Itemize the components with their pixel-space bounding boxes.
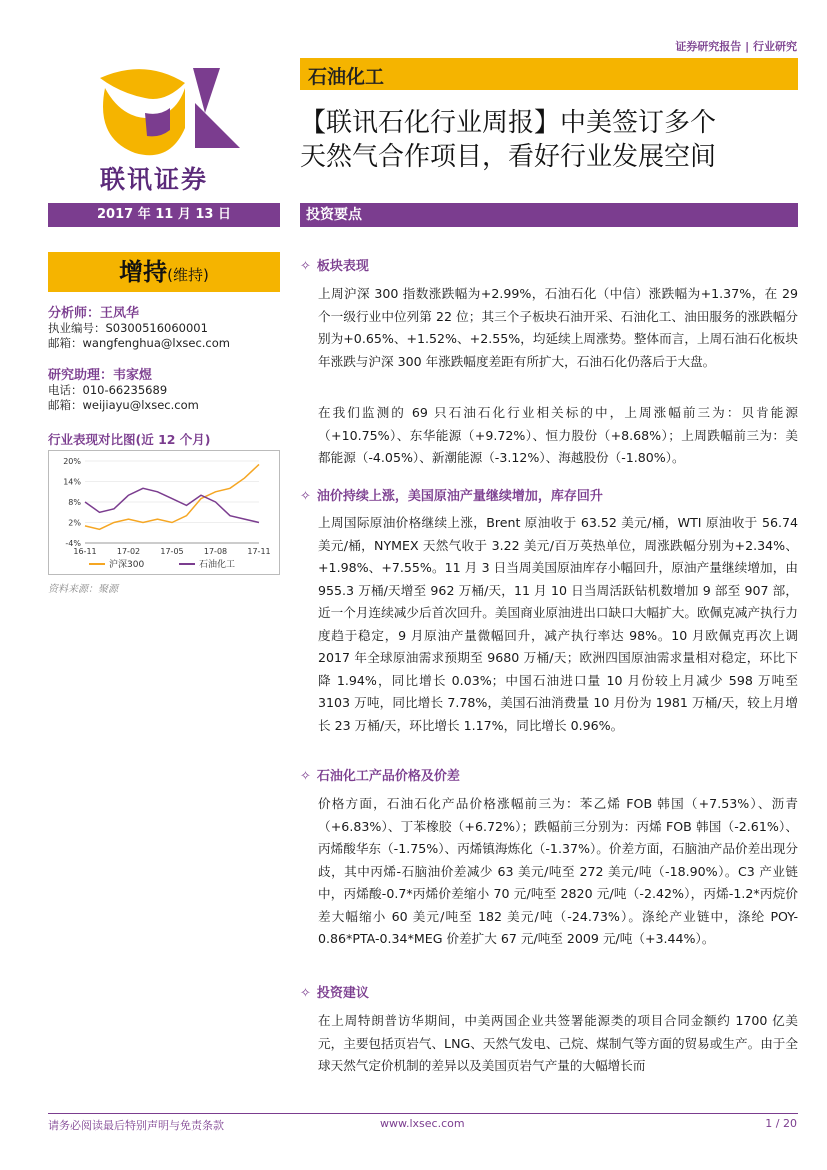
x-tick-label: 17-02: [116, 547, 141, 556]
assistant-phone: 电话：010-66235689: [48, 383, 168, 397]
assistant-block: [48, 368, 288, 413]
chart-source: 资料来源：聚源: [48, 584, 118, 595]
diamond-icon: ✧: [300, 259, 311, 274]
series-line-1: [85, 464, 259, 529]
rating-main: 增持: [119, 258, 168, 286]
section-paragraph: 上周国际原油价格继续上涨，Brent 原油收于 63.52 美元/桶，WTI 原油收于 56.74 美元/桶，NYMEX 天然气收于 3.22 美元/百万英热单位，周涨跌幅分别为+2.34%、+1.98%、+7.55%。11 月 3 日当周美国原油库存小幅回升，原油产量继续增加，由 955.3 万桶/天增至 962 万桶/天，11 月 10 日当周活跃钻机数增加 9 部至 907 部，近一个月连续减少后首次回升。美国商业原油进出口缺口大幅扩大。欧佩克减产执行力度趋于稳定，9 月原油产量微幅回升，减产执行率达 98%。10 月欧佩克再次上调 2017 年全球原油需求预期至 9680 万桶/天；欧洲四国原油需求量相对稳定，环比下降 1.94%，同比增长 0.03%；中国石油进口量 10 月份较上月减少 598 万吨至 3103 万吨，同比增长 7.78%，美国石油消费量 10 月份为 1981 万桶/天，较上月增长 23 万桶/天，环比增长 1.17%，同比增长 0.96%。: [318, 515, 798, 733]
performance-chart-frame: [48, 450, 280, 575]
section-paragraph: 上周沪深 300 指数涨跌幅为+2.99%，石油石化（中信）涨跌幅为+1.37%，在 29 个一级行业中位列第 22 位；其三个子板块石油开采、石油化工、油田服务的涨跌幅分别为+0.65%、+1.52%、+2.55%，均延续上周涨势。整体而言，上周石油石化板块年涨跌与沪深 300 年涨跌幅度差距有所扩大，石油石化仍落后于大盘。: [318, 286, 798, 369]
x-tick-label: 17-08: [203, 547, 228, 556]
x-tick-label: 17-05: [160, 547, 184, 556]
section-heading: ✧ 板块表现: [300, 259, 369, 274]
y-tick-label: 8%: [68, 498, 81, 507]
page-number: 1 / 20: [765, 1117, 797, 1130]
y-tick-label: 14%: [63, 477, 81, 487]
performance-chart: [49, 451, 279, 574]
y-tick-label: 20%: [63, 457, 81, 466]
diamond-icon: ✧: [300, 769, 311, 784]
section-paragraph: 在上周特朗普访华期间，中美两国企业共签署能源类的项目合同金额约 1700 亿美元，主要包括页岩气、LNG、天然气发电、己烷、煤制气等方面的贸易或生产。由于全球天然气定价机制的差异以及美国页岩气产量的大幅增长而: [318, 1013, 798, 1073]
disclaimer-link[interactable]: 请务必阅读最后特别声明与免责条款: [48, 1119, 224, 1132]
section-paragraph: 在我们监测的 69 只石油石化行业相关标的中，上周涨幅前三为：贝肯能源（+10.75%）、东华能源（+9.72%）、恒力股份（+8.68%）；上周跌幅前三为：美都能源（-4.05%）、新潮能源（-3.12%）、海越股份（-1.80%）。: [318, 405, 798, 465]
section-heading: ✧ 石油化工产品价格及价差: [300, 769, 460, 784]
section-paragraph: 价格方面，石油石化产品价格涨幅前三为：苯乙烯 FOB 韩国（+7.53%）、沥青（+6.83%）、丁苯橡胶（+6.72%）；跌幅前三分别为：丙烯 FOB 韩国（-2.61%）、丙烯酸华东（-1.75%）、丙烯镇海炼化（-1.37%）。价差方面，石脑油产品价差出现分歧，其中丙烯-石脑油价差减少 63 美元/吨至 272 美元/吨（-18.90%）。C3 产业链中，丙烯酸-0.7*丙烯价差缩小 70 元/吨至 2820 元/吨（-2.42%），丙烯-1.2*丙烷价差大幅缩小 60 美元/吨至 182 美元/吨（-24.73%）。涤纶产业链中，涤纶 POY-0.86*PTA-0.34*MEG 价差扩大 67 元/吨至 2009 元/吨（+3.44%）。: [318, 796, 798, 946]
title-line: 天然气合作项目，看好行业发展空间: [300, 142, 717, 172]
section-heading: ✧ 投资建议: [300, 986, 369, 1001]
series-line-2: [85, 488, 259, 522]
x-tick-label: 16-11: [73, 547, 97, 556]
website-link[interactable]: www.lxsec.com: [380, 1117, 465, 1130]
sector-label: 石油化工: [300, 58, 798, 90]
assistant-email: 邮箱：weijiayu@lxsec.com: [48, 398, 199, 412]
report-title: [300, 106, 800, 174]
diamond-icon: ✧: [300, 489, 311, 504]
y-tick-label: -4%: [65, 539, 81, 548]
chart-title: 行业表现对比图(近 12 个月): [48, 432, 211, 447]
report-date: 2017 年 11 月 13 日: [48, 203, 280, 227]
analyst-name: 分析师：王凤华: [48, 306, 140, 321]
invest-header: 投资要点: [300, 203, 798, 227]
analyst-email: 邮箱：wangfenghua@lxsec.com: [48, 336, 230, 350]
x-tick-label: 17-11: [247, 547, 271, 556]
footer-divider: [48, 1113, 798, 1114]
title-line: 【联讯石化行业周报】中美签订多个: [300, 108, 717, 138]
y-tick-label: 2%: [68, 518, 81, 528]
analyst-block: [48, 306, 288, 351]
legend-label: 沪深300: [109, 560, 145, 570]
section-heading: ✧ 油价持续上涨，美国原油产量继续增加，库存回升: [300, 489, 603, 504]
rating-sub: (维持): [167, 266, 209, 284]
diamond-icon: ✧: [300, 986, 311, 1001]
assistant-name: 研究助理：韦家煜: [48, 368, 153, 383]
report-type-tag: 证券研究报告 | 行业研究: [675, 40, 797, 53]
rating-badge: [48, 252, 280, 292]
analyst-cert: 执业编号：S0300516060001: [48, 321, 208, 335]
legend-label: 石油化工: [199, 560, 236, 570]
company-name: 联讯证券: [100, 165, 209, 194]
